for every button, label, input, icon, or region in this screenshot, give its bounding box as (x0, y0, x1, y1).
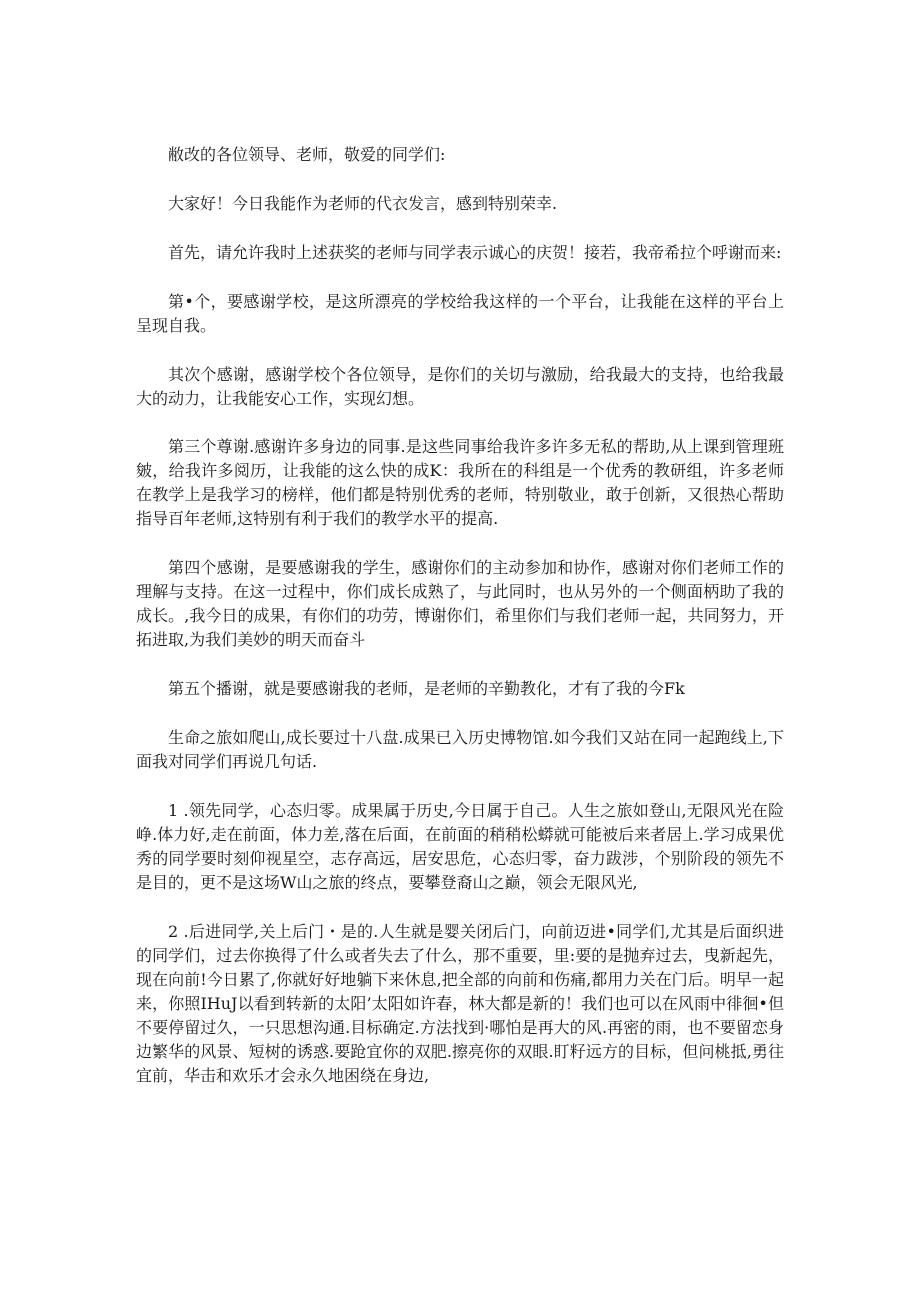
point-one-paragraph: 1 .领先同学，心态归零。成果属于历史,今日属于自己。人生之旅如登山,无限风光在险峥.体力好,走在前面，体力差,落在后面，在前面的稍稍松蟒就可能被后来者居上.学习成果优秀的同学要时刻仰视星空，志存高远，居安思危，心态归零，奋力跋涉，个别阶段的领先不是目的，更不是这场W山之旅的终点，要攀登裔山之巅，领会无限风光, (136, 801, 784, 892)
greeting-paragraph: 敝改的各位领导、老师，敬爱的同学们: (168, 145, 446, 164)
opening-paragraph: 大家好！今日我能作为老师的代衣发言，感到特别荣幸. (168, 194, 558, 213)
thanks-teachers-paragraph: 第五个播谢，就是要感谢我的老师，是老师的辛勤教化，才有了我的今Fk (168, 679, 685, 698)
congratulation-paragraph: 首先，请允许我时上述获奖的老师与同学表示诚心的庆贺！接若，我帝希拉个呼谢而来: (168, 243, 782, 262)
thanks-leaders-paragraph: 其次个感谢，感谢学校个各位领导，是你们的关切与激励，给我最大的支持，也给我最大的动力，让我能安心工作，实现幻想。 (136, 365, 784, 408)
thanks-school-paragraph: 第•个，要感谢学校，是这所漂亮的学校给我这样的一个平台，让我能在这样的平台上呈现自我。 (136, 292, 784, 335)
life-journey-paragraph: 生命之旅如爬山,成长要过十八盘.成果已入历史博物馆.如今我们又站在同一起跑线上,下面我对同学们再说几句话. (136, 728, 784, 771)
thanks-students-paragraph: 第四个感谢，是要感谢我的学生，感谢你们的主动参加和协作，感谢对你们老师工作的理解与支持。在这一过程中，你们成长成熟了，与此同时，也从另外的一个侧面柄助了我的成长。,我今日的成果，有你们的功劳，博谢你们，希里你们与我们老师一起，共同努力，开拓进取,为我们美妙的明天而奋斗 (136, 558, 784, 649)
speech-text (136, 143, 784, 1088)
thanks-colleagues-paragraph: 第三个尊谢.感谢许多身边的同事.是这些同事给我许多许多无私的帮助,从上课到管理班皴，给我许多阅历，让我能的这么快的成K：我所在的科组是一个优秀的教研组，许多老师在教学上是我学习的榜样，他们都是特别优秀的老师，特别敬业，敢于创新，又很热心帮助指导百年老师,这特别有利于我们的教学水平的提高. (136, 437, 784, 528)
point-two-paragraph: 2 .后进同学,关上后门・是的.人生就是婴关闭后门，向前迈进•同学们,尤其是后面织进的同学们，过去你换得了什么或者失去了什么，那不重要，里:要的是抛弃过去，曳新起先，现在向前!今日累了,你就好好地躺下来休息,把全部的向前和伤痛,都用力关在门后。明早一起来，你照IHuJ以看到转新的太阳’太阳如许春，林大都是新的！我们也可以在风雨中徘徊•但不要停留过久，一只思想沟通.目标确定.方法找到·哪怕是再大的风.再密的雨，也不要留恋身边繁华的风景、短树的诱惑.要跄宜你的双肥.擦亮你的双眼.盯籽远方的目标，但问桃抵,勇往宜前，华击和欢乐才会永久地困绕在身边, (136, 922, 784, 1085)
